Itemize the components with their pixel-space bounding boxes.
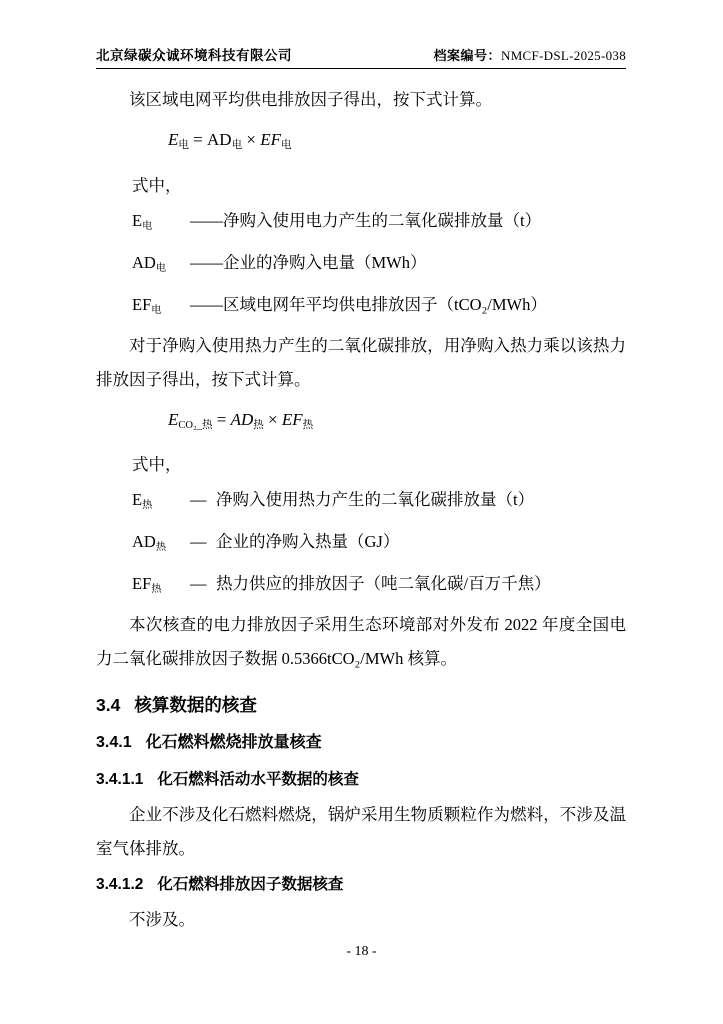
archive-label: 档案编号： — [433, 48, 501, 63]
factor-paragraph: 本次核查的电力排放因子采用生态环境部对外发布 2022 年度全国电力二氧化碳排放因子数据 0.5366tCO₂/MWh 核算。 — [96, 615, 626, 669]
formula-e-heat: $E_{CO_2\_热}$ — [168, 409, 213, 431]
page-content — [96, 44, 626, 937]
header-company-name: 北京绿碳众诚环境科技有限公司 — [96, 48, 292, 63]
header-archive — [433, 45, 626, 64]
formula-ef-heat: $EF_热$ — [281, 409, 314, 431]
where-label-2: 式中， — [132, 455, 182, 475]
definition-dash: — — [190, 574, 207, 594]
header-divider — [96, 68, 626, 69]
formula-times: × — [268, 409, 278, 429]
definition-list-heat — [96, 482, 626, 608]
definition-dash: —— — [190, 252, 223, 272]
definition-dash: —— — [190, 210, 223, 230]
definition-row — [96, 203, 626, 245]
heat-paragraph: 对于净购入使用热力产生的二氧化碳排放，用净购入热力乘以该热力排放因子得出，按下式计算。 — [96, 335, 626, 389]
definition-text: 净购入使用热力产生的二氧化碳排放量（t） — [216, 490, 535, 510]
definition-text: 净购入使用电力产生的二氧化碳排放量（t） — [223, 210, 542, 230]
formula-equals: = — [193, 130, 203, 149]
page-number: - 18 - — [346, 944, 377, 959]
section-heading-3-4-1-1 — [96, 761, 626, 798]
definition-text: 企业的净购入热量（GJ） — [216, 532, 400, 552]
definition-text: 热力供应的排放因子（吨二氧化碳/百万千焦） — [216, 574, 551, 594]
definition-dash: — — [190, 532, 207, 552]
formula-e-electric: $E_电$ — [168, 130, 189, 151]
definition-dash: —— — [190, 294, 223, 314]
section-number: 3.4.1.1 — [96, 771, 144, 789]
formula-ef-electric: $EF_电$ — [260, 130, 292, 151]
where-label-1: 式中， — [132, 175, 182, 195]
section-number: 3.4.1.2 — [96, 876, 144, 894]
definition-row — [96, 566, 626, 608]
definition-symbol: E热 — [132, 490, 153, 512]
intro-paragraph: 该区域电网平均供电排放因子得出，按下式计算。 — [129, 90, 492, 109]
formula-ad-electric: $AD_电$ — [207, 130, 243, 151]
definition-symbol: AD电 — [132, 252, 167, 274]
section-number: 3.4 — [96, 695, 121, 716]
section-heading-3-4 — [96, 686, 626, 724]
formula-heat — [96, 403, 626, 443]
section-3-4-1-1-text: 企业不涉及化石燃料燃烧，锅炉采用生物质颗粒作为燃料，不涉及温室气体排放。 — [96, 805, 626, 859]
archive-number: NMCF-DSL-2025-038 — [501, 48, 626, 63]
definition-row — [96, 482, 626, 524]
formula-equals: = — [216, 409, 227, 429]
section-title: 化石燃料排放因子数据核查 — [157, 876, 344, 894]
definition-text: 企业的净购入电量（MWh） — [223, 252, 427, 272]
definition-row — [96, 524, 626, 566]
definition-row — [96, 245, 626, 287]
section-heading-3-4-1 — [96, 724, 626, 761]
formula-electricity — [96, 123, 626, 163]
definition-row — [96, 287, 626, 329]
section-title: 核算数据的核查 — [134, 695, 257, 716]
section-title: 化石燃料燃烧排放量核查 — [145, 734, 322, 752]
definition-symbol: EF热 — [132, 574, 162, 596]
page-footer — [0, 944, 723, 960]
definition-list-electricity — [96, 203, 626, 329]
section-3-4-1-2-text: 不涉及。 — [129, 910, 195, 930]
definition-symbol: E电 — [132, 210, 153, 232]
definition-symbol: EF电 — [132, 294, 162, 316]
definition-text: 区域电网年平均供电排放因子（tCO₂/MWh） — [223, 294, 547, 314]
formula-times: × — [246, 130, 256, 149]
section-number: 3.4.1 — [96, 734, 132, 752]
page-header — [96, 44, 626, 68]
formula-ad-heat: $AD_热$ — [230, 409, 264, 431]
definition-dash: — — [190, 490, 207, 510]
section-heading-3-4-1-2 — [96, 866, 626, 903]
section-title: 化石燃料活动水平数据的核查 — [157, 771, 359, 789]
definition-symbol: AD热 — [132, 532, 167, 554]
